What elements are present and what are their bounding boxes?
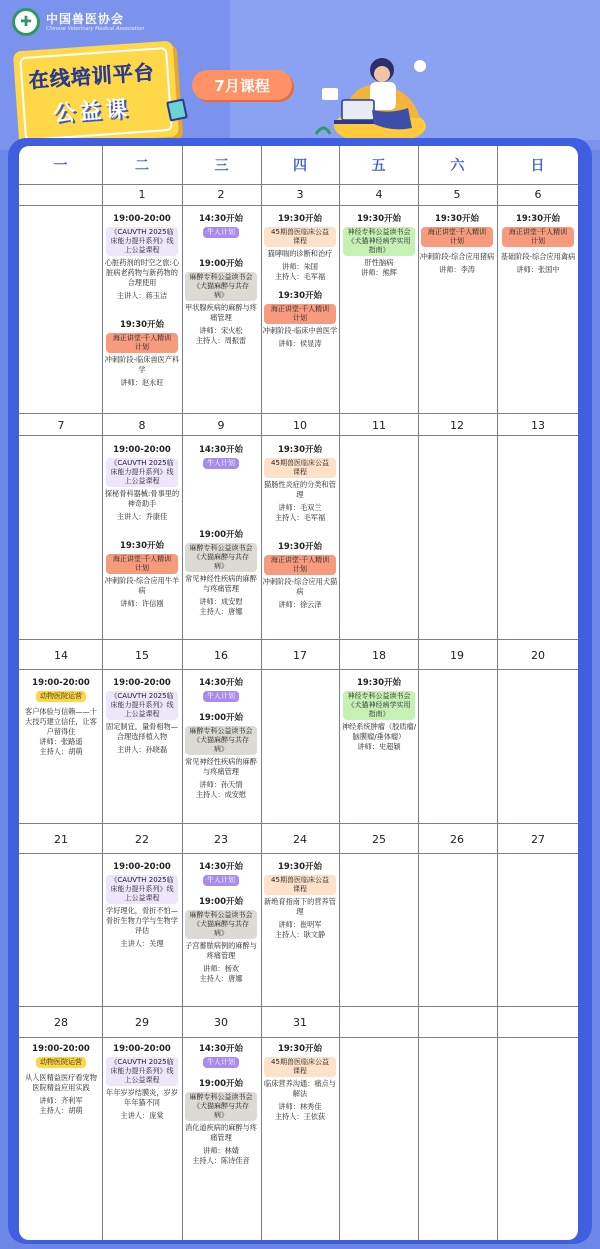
course-cell[interactable]: 19:00-20:00 动物医院运营 客户体验与信赖——十大技巧建立信任，让客户留得住 讲师：张路遥 主持人：胡萌	[25, 678, 97, 756]
day-number: 8	[138, 419, 146, 432]
course-cell[interactable]: 14:30开始 牛人计划 19:00开始 麻醉专科公益读书会《犬猫麻醉与共存病》 消化道疾病的麻醉与疼痛管理 讲师：林婧 主持人：陈诗佳音	[185, 1044, 257, 1165]
course-cell[interactable]: 19:30开始 45期兽医临床公益课程 猫哮喘的诊断和治疗 讲师：朱国 主持人：毛军福 19:30开始 海正讲堂·千人精训计划 冲刺阶段-临床中兽医学 讲师：侯显涛	[262, 214, 338, 348]
day-number: 3	[296, 188, 304, 201]
org-name: 中国兽医协会	[46, 11, 125, 26]
page-title: 在线培训平台	[28, 59, 156, 93]
day-number: 4	[375, 188, 383, 201]
day-number: 14	[54, 649, 68, 662]
weekday-header-wed: 三	[214, 158, 229, 174]
day-number: 31	[293, 1016, 307, 1029]
note-paper-icon	[166, 98, 188, 121]
course-cell[interactable]: 19:00-20:00 《CAUVTH 2025临床能力提升系列》线上公益课程 固定制宜，量骨相物—合理选择植入物 主讲人：孙晓磊	[106, 678, 178, 754]
course-cell[interactable]: 19:00-20:00 《CAUVTH 2025临床能力提升系列》线上公益课程 年年岁岁结膜炎，岁岁年年猫不同 主讲人：庞棠	[106, 1044, 178, 1120]
course-cell[interactable]: 19:00-20:00 《CAUVTH 2025临床能力提升系列》线上公益课程 心脏药剂的时空之旅:心脏病老药物与新药物的合理使用 主讲人：蒋玉洁 19:30开始 海正讲堂·千人精训计划 冲刺阶段-临床兽医产科学 讲师：赵永旺	[104, 214, 180, 387]
month-badge: 7月课程	[192, 70, 292, 100]
day-number: 2	[217, 188, 225, 201]
course-cell[interactable]: 19:30开始 海正讲堂·千人精训计划 基础阶段-综合应用禽病 讲师：张国中	[500, 214, 576, 274]
day-number: 1	[138, 188, 146, 201]
weekday-header-mon: 一	[53, 158, 68, 174]
day-number: 9	[217, 419, 225, 432]
calendar-grid	[19, 146, 578, 1240]
calendar-sheet	[19, 146, 578, 1240]
course-cell[interactable]: 14:30开始 牛人计划 19:00开始 麻醉专科公益读书会《犬猫麻醉与共存病》 常见神经性疾病的麻醉与疼痛管理 讲师：孙天情 主持人：成安慰	[185, 678, 257, 799]
day-number: 24	[293, 833, 307, 846]
org-emblem-icon: ✚	[12, 8, 40, 36]
weekday-header-thu: 四	[293, 158, 307, 174]
day-number: 25	[372, 833, 386, 846]
course-cell[interactable]: 19:30开始 45期兽医临床公益课程 新绝育指南下的营养管理 讲师：崔明军 主持人：耿文静	[264, 862, 336, 939]
day-number: 11	[372, 419, 386, 432]
weekday-header-sat: 六	[450, 158, 465, 174]
course-cell[interactable]: 14:30开始 牛人计划 19:00开始 麻醉专科公益读书会《犬猫麻醉与共存病》 常见神经性疾病的麻醉与疼痛管理 讲师：成安慰 主持人：唐娜	[185, 445, 257, 616]
day-number: 26	[450, 833, 464, 846]
day-number: 10	[293, 419, 307, 432]
day-number: 15	[135, 649, 149, 662]
day-number: 12	[450, 419, 464, 432]
course-cell[interactable]: 14:30开始 牛人计划 19:00开始 麻醉专科公益读书会《犬猫麻醉与共存病》 甲状腺疾病的麻醉与疼痛管理 讲师：宋火松 主持人：周振雷	[185, 214, 257, 345]
day-number: 30	[214, 1016, 228, 1029]
title-card	[13, 41, 179, 148]
day-number: 20	[531, 649, 545, 662]
day-number: 22	[135, 833, 149, 846]
day-number: 28	[54, 1016, 68, 1029]
course-cell[interactable]: 19:30开始 45期兽医临床公益课程 猫肠性炎症的分类和管理 讲师：毛双兰 主持人：毛军福 19:30开始 海正讲堂·千人精训计划 冲刺阶段-综合应用犬猫病 讲师：徐云泽	[262, 445, 338, 609]
weekday-header-sun: 日	[530, 158, 545, 174]
day-number: 18	[372, 649, 386, 662]
course-cell[interactable]: 14:30开始 牛人计划 19:00开始 麻醉专科公益读书会《犬猫麻醉与共存病》 子宫蓄脓病例的麻醉与疼痛管理 讲师：杨欢 主持人：唐娜	[185, 862, 257, 983]
day-number: 23	[214, 833, 228, 846]
day-number: 5	[453, 188, 461, 201]
weekday-header-fri: 五	[371, 158, 386, 174]
course-cell[interactable]: 19:30开始 神经专科公益读书会《犬猫神经病学实用指南》 肝性脑病 讲师：熊辉	[340, 213, 418, 278]
day-number: 16	[214, 649, 228, 662]
course-cell[interactable]: 19:00-20:00 《CAUVTH 2025临床能力提升系列》线上公益课程 探秘骨科器械:骨事里的神奇助手 主讲人：乔康佳 19:30开始 海正讲堂·千人精训计划 冲刺阶段-综合应用牛羊病 讲师：许信刚	[104, 445, 180, 608]
page-subtitle: 公益课	[52, 96, 133, 127]
day-number: 19	[450, 649, 464, 662]
course-cell[interactable]: 19:00-20:00 动物医院运营 从人医精益医疗看宠物医院精益应用实践 讲师：齐利军 主持人：胡萌	[25, 1044, 97, 1115]
day-number: 21	[54, 833, 68, 846]
course-cell[interactable]: 19:30开始 海正讲堂·千人精训计划 冲刺阶段-综合应用猪病 讲师：李涛	[419, 214, 495, 274]
org-logo	[12, 8, 144, 36]
course-cell[interactable]: 19:00-20:00 《CAUVTH 2025临床能力提升系列》线上公益课程 学好理化，骨折不怕—骨折生物力学与生物学评估 主讲人：关理	[106, 862, 178, 948]
day-number: 27	[531, 833, 545, 846]
course-cell[interactable]: 19:30开始 45期兽医临床公益课程 临床营养沟通：痛点与解法 讲师：林秀佳 主持人：王依荻	[264, 1044, 336, 1121]
day-number: 7	[57, 419, 65, 432]
person-laptop-illustration	[312, 48, 432, 146]
course-cell[interactable]: 19:30开始 神经专科公益读书会《犬猫神经病学实用指南》 神经系统肿瘤（胶质瘤/脑膜瘤/垂体瘤） 讲师：史超颖	[341, 678, 417, 751]
day-number: 13	[531, 419, 545, 432]
day-number: 6	[534, 188, 542, 201]
weekday-header-tue: 二	[135, 158, 149, 174]
day-number: 17	[293, 649, 307, 662]
day-number: 29	[135, 1016, 149, 1029]
org-name-en: Chinese Veterinary Medical Association	[46, 25, 145, 32]
